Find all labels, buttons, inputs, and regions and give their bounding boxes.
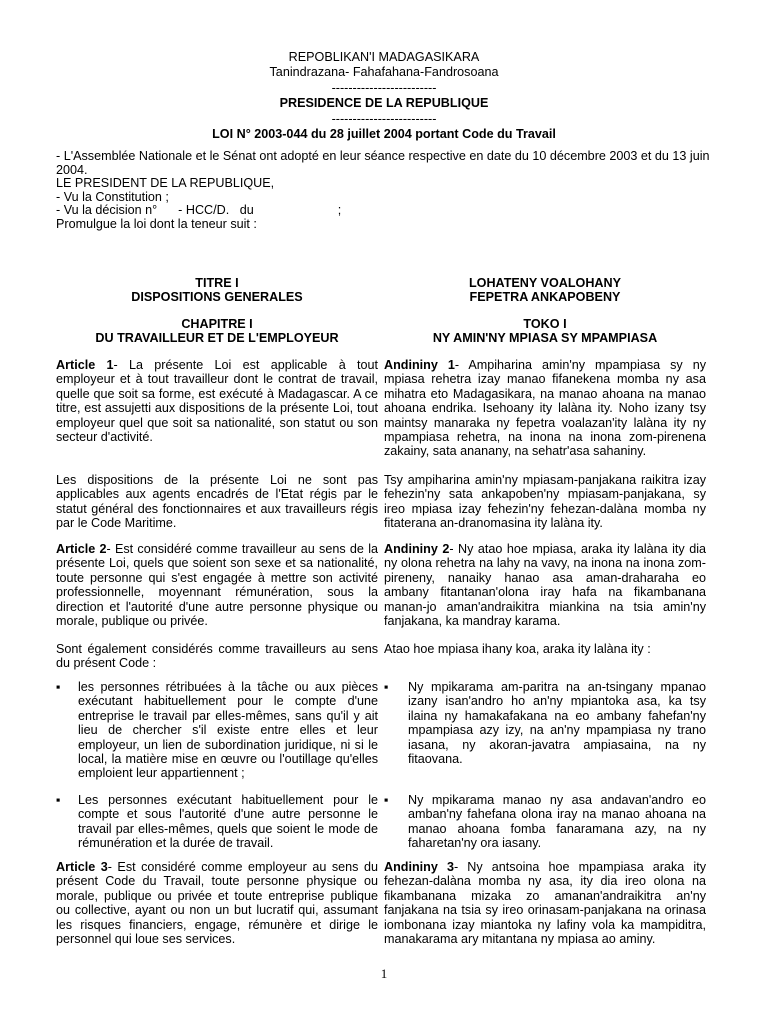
header-separator: ------------------------- xyxy=(331,80,437,95)
mg-bullet-2-text: Ny mpikarama manao ny asa andavan'andro eo amban'ny fahefana olona iray na manao ahoana na manao ahoana fomba fanaramana azy, na ny faharetan'ny ora iasany. xyxy=(408,793,706,851)
fr-title-block xyxy=(56,276,378,305)
bullet-icon: ▪ xyxy=(56,680,61,694)
mg-article-1-paragraph-2: Tsy ampiharina amin'ny mpiasam-panjakana raikitra izay fehezin'ny sata ankapoben'ny mpiasam-panjakana, sy ireo mpiasa izay fehezin'ny fehezan-dalàna momba ny fitaterana an-dranomasina ity lalàna ity. xyxy=(384,473,706,531)
mg-title-block xyxy=(384,276,706,305)
preamble-president: LE PRESIDENT DE LA REPUBLIQUE, xyxy=(56,176,275,191)
mg-article-1 xyxy=(384,358,706,459)
mg-chapitre: TOKO I xyxy=(523,317,567,331)
fr-article-3-label: Article 3 xyxy=(56,860,108,874)
mg-article-2 xyxy=(384,542,706,628)
mg-article-2-label: Andininy 2 xyxy=(384,542,450,556)
fr-article-1-label: Article 1 xyxy=(56,358,114,372)
preamble xyxy=(56,150,716,232)
national-motto: Tanindrazana- Fahafahana-Fandrosoana xyxy=(269,65,499,80)
document-header xyxy=(0,50,768,142)
fr-chapitre-sub: DU TRAVAILLEUR ET DE L'EMPLOYEUR xyxy=(95,331,339,346)
fr-titre-sub: DISPOSITIONS GENERALES xyxy=(131,290,303,305)
mg-article-2-text: - Ny atao hoe mpiasa, araka ity lalàna ity dia ny olona rehetra na lahy na vavy, na inona na inona zom-pireneny, nanaiky hanao asa aman-draharaha eo ambany fitantanan'olona iray hafa na fikambanana manan-jo aman'andraikitra miankina na tsia amin'ny fanjakana, ka mandray karama. xyxy=(384,542,706,629)
mg-article-2-paragraph-2: Atao hoe mpiasa ihany koa, araka ity lalàna ity : xyxy=(384,642,651,656)
fr-article-2-text: - Est considéré comme travailleur au sens de la présente Loi, quels que soient son sexe et sa nationalité, toute personne qui s'est engagée à mettre son activité professionnelle, moyennant rémunération, sous la direction et l'autorité d'une autre personne physique ou morale, publique ou privée. xyxy=(56,542,378,629)
fr-article-3-text: - Est considéré comme employeur au sens du présent Code du Travail, toute personne physique ou morale, publique ou privée et toute entreprise publique ou collective, ayant ou non un but lucratif qui, assumant les risques financiers, engage, rémunère et dirige le personnel qui loue ses services. xyxy=(56,860,378,947)
preamble-constitution: - Vu la Constitution ; xyxy=(56,189,169,204)
mg-chapitre-sub: NY AMIN'NY MPIASA SY MPAMPIASA xyxy=(432,331,658,346)
fr-chapitre-block xyxy=(56,317,378,346)
fr-article-2-paragraph-2: Sont également considérés comme travailleurs au sens du présent Code : xyxy=(56,642,378,671)
mg-titre-sub: FEPETRA ANKAPOBENY xyxy=(469,290,621,305)
header-separator: ------------------------- xyxy=(331,111,437,126)
preamble-decision: - Vu la décision n° - HCC/D. du ; xyxy=(56,203,342,218)
mg-article-3 xyxy=(384,860,706,946)
preamble-promulgation: Promulgue la loi dont la teneur suit : xyxy=(56,216,257,231)
mg-article-1-text: - Ampiharina amin'ny mpampiasa sy ny mpiasa rehetra izay manao fifanekena momba ny asa mihatra eto Madagasikara, na manao ahoana na manao ahoana endrika. Isehoany ity lalàna ity. Noho izany tsy maintsy manaraka ny fepetra voalazan'ity lalàna ity ny mpampiasa rehetra, na inona na inona zom-pirenena zakainy, sata ananany, na sehatr'asa sahaniny. xyxy=(384,358,707,459)
mg-article-3-text: - Ny antsoina hoe mpampiasa araka ity fehezan-dalàna momba ny asa, ity dia ireo olona na fikambanana mizaka zo amanan'andraikitra an'ny fanjakana na tsia sy ireo orinasam-panjakana na orinasa iombonana izay miantoka ny lafiny vola ka mampiditra, manakarama ary mitantana ny mpiasa ao aminy. xyxy=(384,860,706,947)
mg-bullet-1-text: Ny mpikarama am-paritra na an-tsingany mpanao izany isan'andro ho an'ny mpiantoka asa, ka tsy ilaina ny hamakafakana na eo ambany fahefan'ny mpampiasa azy izy, na an'ny mpampiasa ny trano iasana, ny akoran-javatra ampiasaina, na ny fitaovana. xyxy=(408,680,706,767)
fr-titre: TITRE I xyxy=(195,276,239,290)
law-title: LOI N° 2003-044 du 28 juillet 2004 portant Code du Travail xyxy=(212,127,556,142)
bullet-icon: ▪ xyxy=(56,793,61,807)
republic-name: REPOBLIKAN'I MADAGASIKARA xyxy=(288,50,480,64)
fr-bullet-2-text: Les personnes exécutant habituellement pour le compte et sous l'autorité d'une autre personne le travail par elles-mêmes, quels que soient le mode de rémunération et la durée de travail. xyxy=(78,793,378,851)
presidence-heading: PRESIDENCE DE LA REPUBLIQUE xyxy=(279,96,489,111)
mg-titre: LOHATENY VOALOHANY xyxy=(468,276,622,290)
fr-article-3 xyxy=(56,860,378,946)
mg-chapitre-block xyxy=(384,317,706,346)
fr-article-1-paragraph-2: Les dispositions de la présente Loi ne sont pas applicables aux agents encadrés de l'Etat régis par le statut général des fonctionnaires et aux travailleurs régis par le Code Maritime. xyxy=(56,473,378,531)
fr-chapitre: CHAPITRE I xyxy=(181,317,253,331)
bullet-icon: ▪ xyxy=(384,793,389,807)
mg-article-3-label: Andininy 3 xyxy=(384,860,454,874)
mg-article-1-label: Andininy 1 xyxy=(384,358,455,372)
fr-article-1-text: - La présente Loi est applicable à tout employeur et à tout travailleur dont le contrat de travail, quelle que soit sa forme, est exécuté à Madagascar. A ce titre, est assujetti aux dispositions de la présente Loi, tout employeur quel que soit sa nationalité, son statut ou son secteur d'activité. xyxy=(56,358,378,445)
fr-article-2 xyxy=(56,542,378,628)
fr-article-2-label: Article 2 xyxy=(56,542,107,556)
preamble-adoption: - L'Assemblée Nationale et le Sénat ont adopté en leur séance respective en date du 10 décembre 2003 et du 13 juin 2004. xyxy=(56,149,710,177)
page-number: 1 xyxy=(380,966,388,981)
fr-article-1 xyxy=(56,358,378,444)
fr-bullet-1-text: les personnes rétribuées à la tâche ou aux pièces exécutant habituellement pour le compte d'une entreprise le travail par elles-mêmes, sans qu'il y ait lieu de chercher s'il existe entre elles et leur employeur, un lien de subordination juridique, ni si le local, la matière mise en œuvre ou l'outillage qu'elles emploient leur appartiennent ; xyxy=(78,680,378,781)
bullet-icon: ▪ xyxy=(384,680,389,694)
